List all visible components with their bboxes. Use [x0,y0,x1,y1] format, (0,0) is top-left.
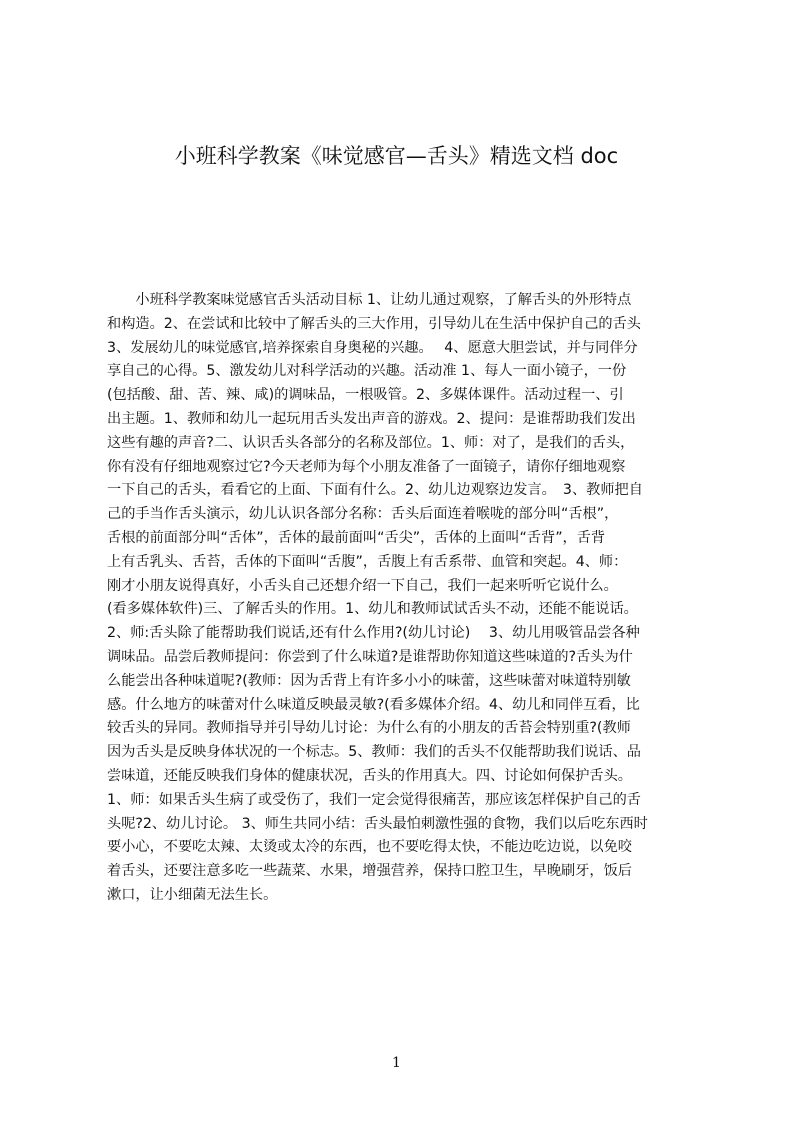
body-line: 么能尝出各种味道呢?(教师：因为舌背上有许多小小的味蕾，这些味蕾对味道特别敏 [107,672,631,689]
body-line: 享自己的心得。5、激发幼儿对科学活动的兴趣。活动准 1、每人一面小镜子，一份 [107,363,627,380]
body-line: 你有没有仔细地观察过它?今天老师为每个小朋友准备了一面镜子，请你仔细地观察 [107,458,626,475]
body-line: 和构造。2、在尝试和比较中了解舌头的三大作用，引导幼儿在生活中保护自己的舌头 [107,315,641,332]
document-body [107,289,699,908]
body-line: 1、师：如果舌头生病了或受伤了，我们一定会觉得很痛苦，那应该怎样保护自己的舌 [107,791,641,808]
body-line: 一下自己的舌头，看看它的上面、下面有什么。2、幼儿边观察边发言。 3、教师把自 [107,482,643,499]
body-line: 这些有趣的声音?二、认识舌头各部分的名称及部位。1、师：对了，是我们的舌头， [107,434,635,451]
body-line: 3、发展幼儿的味觉感官,培养探索自身奥秘的兴趣。 4、愿意大胆尝试，并与同伴分 [107,339,638,356]
page-number: 1 [392,1055,401,1071]
body-line: 舌根的前面部分叫“舌体”，舌体的最前面叫“舌尖”，舌体的上面叫“舌背”，舌背 [107,529,606,546]
body-line: 调味品。品尝后教师提问：你尝到了什么味道?是谁帮助你知道这些味道的?舌头为什 [107,648,633,665]
body-line: 着舌头，还要注意多吃一些蔬菜、水果，增强营养，保持口腔卫生，早晚刷牙，饭后 [107,863,632,880]
body-line: 2、师:舌头除了能帮助我们说话,还有什么作用?(幼儿讨论) 3、幼儿用吸管品尝各种 [107,625,640,642]
body-line: 较舌头的异同。教师指导并引导幼儿讨论：为什么有的小朋友的舌苔会特别重?(教师 [107,720,631,737]
body-line: 刚才小朋友说得真好，小舌头自己还想介绍一下自己，我们一起来听听它说什么。 [107,577,618,594]
body-line: 己的手当作舌头演示，幼儿认识各部分名称：舌头后面连着喉咙的部分叫“舌根”， [107,506,619,523]
body-line: 感。什么地方的味蕾对什么味道反映最灵敏?(看多媒体介绍。4、幼儿和同伴互看，比 [107,696,640,713]
body-line: (包括酸、甜、苦、辣、咸)的调味品，一根吸管。2、多媒体课件。活动过程一、引 [107,387,624,404]
body-line: 上有舌乳头、舌苔，舌体的下面叫“舌腹”，舌腹上有舌系带、血管和突起。4、师： [107,553,628,570]
body-line: 要小心，不要吃太辣、太烫或太冷的东西，也不要吃得太快，不能边吃边说，以免咬 [107,839,632,856]
body-line: 小班科学教案味觉感官舌头活动目标 1、让幼儿通过观察，了解舌头的外形特点 [107,292,632,308]
body-line: 出主题。1、教师和幼儿一起玩用舌头发出声音的游戏。2、提问：是谁帮助我们发出 [107,410,636,427]
body-line: 尝味道，还能反映我们身体的健康状况，舌头的作用真大。四、讨论如何保护舌头。 [107,767,632,784]
body-line: 因为舌头是反映身体状况的一个标志。5、教师：我们的舌头不仅能帮助我们说话、品 [107,744,641,761]
document-title: 小班科学教案《味觉感官—舌头》精选文档 doc [174,144,619,168]
body-line: (看多媒体软件)三、了解舌头的作用。1、幼儿和教师试试舌头不动，还能不能说话。 [107,601,638,618]
body-line: 漱口，让小细菌无法生长。 [107,886,278,903]
body-line: 头呢?2、幼儿讨论。 3、师生共同小结：舌头最怕刺激性强的食物，我们以后吃东西时 [107,815,648,832]
